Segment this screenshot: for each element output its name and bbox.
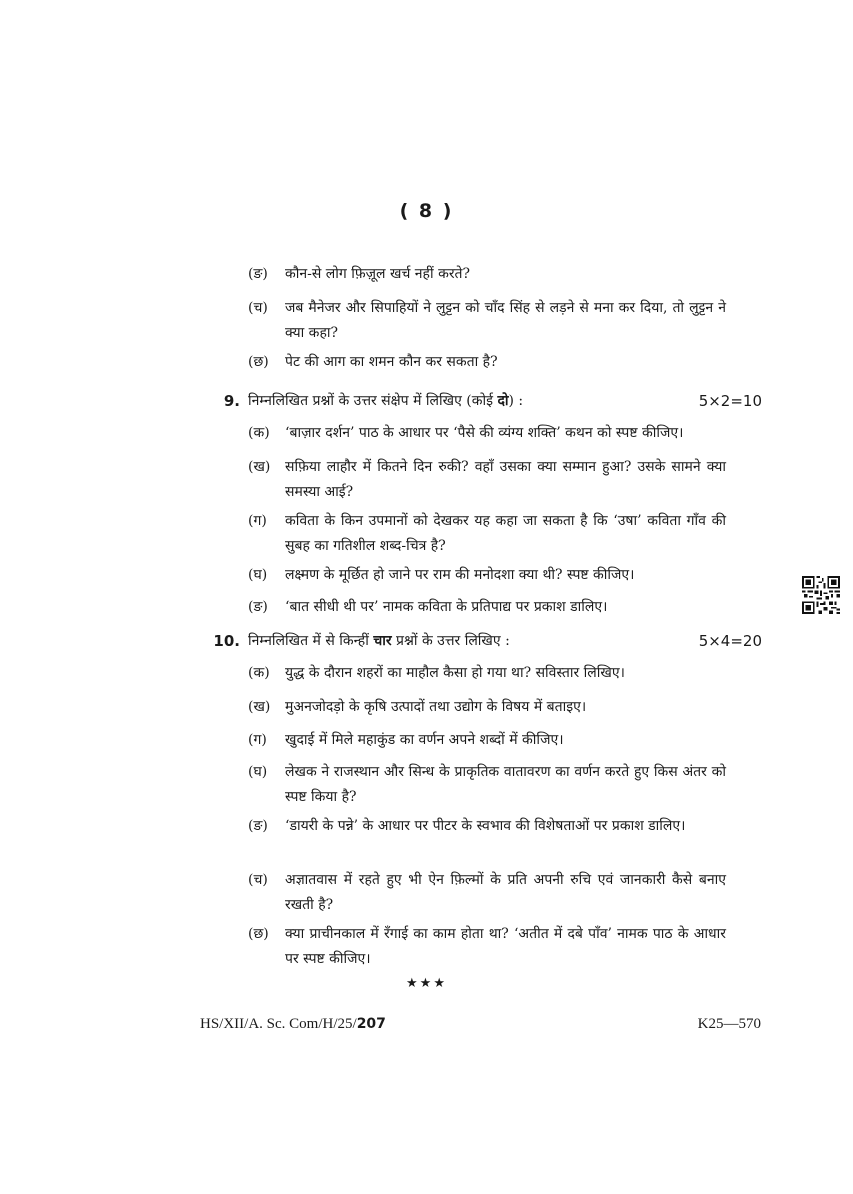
item-text: लक्ष्मण के मूर्छित हो जाने पर राम की मनोदशा क्या थी? स्पष्ट कीजिए। xyxy=(285,567,635,583)
list-item xyxy=(248,563,726,588)
item-text: पेट की आग का शमन कौन कर सकता है? xyxy=(285,354,498,370)
list-item xyxy=(248,814,726,839)
item-label: (ग) xyxy=(248,732,267,748)
question-number: 9. xyxy=(223,392,240,410)
item-label: (घ) xyxy=(248,764,268,780)
item-text: जब मैनेजर और सिपाहियों ने लुट्टन को चाँद सिंह से लड़ने से मना कर दिया, तो लुट्टन ने क्या कहा? xyxy=(285,300,726,341)
item-text: ‘बाज़ार दर्शन’ पाठ के आधार पर ‘पैसे की व्यंग्य शक्ति’ कथन को स्पष्ट कीजिए। xyxy=(285,425,684,441)
item-label: (क) xyxy=(248,425,270,441)
item-label: (ख) xyxy=(248,459,271,475)
item-label: (ग) xyxy=(248,513,267,529)
item-label: (ख) xyxy=(248,699,271,715)
question-marks: 5×2=10 xyxy=(698,392,762,410)
item-text: लेखक ने राजस्थान और सिन्ध के प्राकृतिक वातावरण का वर्णन करते हुए किस अंतर को स्पष्ट किया है? xyxy=(285,764,726,805)
list-item xyxy=(248,350,726,375)
list-item xyxy=(248,661,726,686)
item-text: अज्ञातवास में रहते हुए भी ऐन फ़िल्मों के प्रति अपनी रुचि एवं जानकारी कैसे बनाए रखती है? xyxy=(285,872,726,913)
list-item xyxy=(248,296,726,346)
item-text: युद्ध के दौरान शहरों का माहौल कैसा हो गया था? सविस्तार लिखिए। xyxy=(285,665,625,681)
list-item xyxy=(248,595,726,620)
item-label: (च) xyxy=(248,872,268,888)
item-text: क्या प्राचीनकाल में रँगाई का काम होता था? ‘अतीत में दबे पाँव’ नामक पाठ के आधार पर स्पष्ट कीजिए। xyxy=(285,926,726,967)
question-text: निम्नलिखित में से किन्हीं चार प्रश्नों के उत्तर लिखिए : xyxy=(248,633,510,649)
item-text: मुअनजोदड़ो के कृषि उत्पादों तथा उद्योग के विषय में बताइए। xyxy=(285,699,587,715)
list-item xyxy=(248,695,726,720)
item-label: (ङ) xyxy=(248,599,268,615)
end-marker: ★★★ xyxy=(406,976,447,991)
item-label: (छ) xyxy=(248,354,269,370)
print-code: K25—570 xyxy=(697,1016,761,1032)
question-number: 10. xyxy=(213,632,240,650)
item-text: खुदाई में मिले महाकुंड का वर्णन अपने शब्दों में कीजिए। xyxy=(285,732,564,748)
item-text: ‘डायरी के पन्ने’ के आधार पर पीटर के स्वभाव की विशेषताओं पर प्रकाश डालिए। xyxy=(285,818,686,834)
qr-code-icon xyxy=(802,576,840,614)
paper-code: HS/XII/A. Sc. Com/H/25/207 xyxy=(200,1016,386,1032)
item-text: कविता के किन उपमानों को देखकर यह कहा जा सकता है कि ‘उषा’ कविता गाँव की सुबह का गतिशील शब्द-चित्र है? xyxy=(285,513,726,554)
item-text: ‘बात सीधी थी पर’ नामक कविता के प्रतिपाद्य पर प्रकाश डालिए। xyxy=(285,599,608,615)
item-label: (च) xyxy=(248,300,268,316)
list-item xyxy=(248,421,726,446)
item-label: (ङ) xyxy=(248,818,268,834)
item-text: कौन-से लोग फ़िज़ूल खर्च नहीं करते? xyxy=(285,266,471,282)
item-label: (घ) xyxy=(248,567,268,583)
page-number: ( 8 ) xyxy=(399,200,454,222)
item-label: (ङ) xyxy=(248,266,268,282)
list-item xyxy=(248,760,726,810)
item-text: सफ़िया लाहौर में कितने दिन रुकी? वहाँ उसका क्या सम्मान हुआ? उसके सामने क्या समस्या आई? xyxy=(285,459,726,500)
question-marks: 5×4=20 xyxy=(698,632,762,650)
list-item xyxy=(248,868,726,918)
list-item xyxy=(248,455,726,505)
list-item xyxy=(248,509,726,559)
item-label: (क) xyxy=(248,665,270,681)
question-text: निम्नलिखित प्रश्नों के उत्तर संक्षेप में लिखिए (कोई दो) : xyxy=(248,393,524,409)
list-item xyxy=(248,922,726,972)
list-item xyxy=(248,728,726,753)
list-item xyxy=(248,262,726,287)
item-label: (छ) xyxy=(248,926,269,942)
